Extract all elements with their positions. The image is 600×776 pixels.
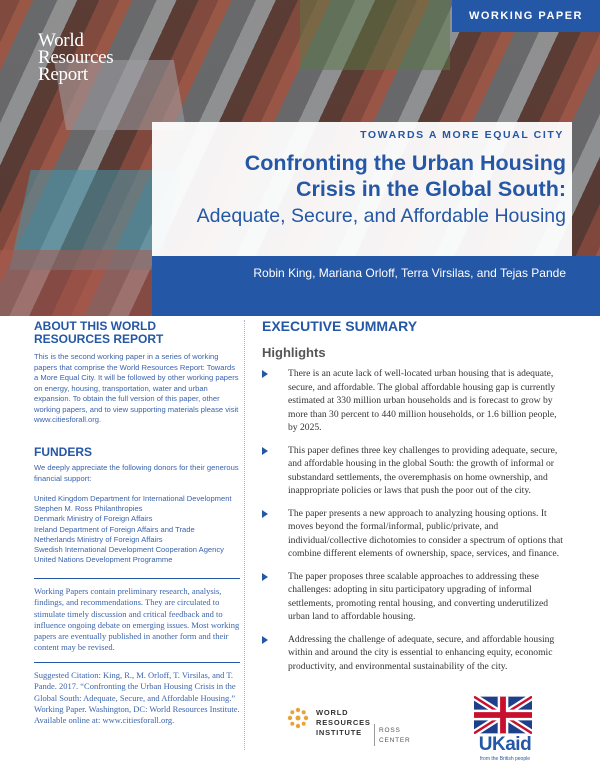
world-resources-report-logo: World Resources Report	[38, 30, 114, 85]
working-paper-note: Working Papers contain preliminary research, analysis, findings, and recommendations. They are circulated to stimulate timely discussion and critical feedback and to influence ongoing debate on emerging issues. Most working papers are eventually published in another form and their content may be revised.	[34, 586, 240, 653]
about-heading: ABOUT THIS WORLD RESOURCES REPORT	[34, 319, 164, 346]
working-paper-badge: WORKING PAPER	[452, 0, 600, 32]
highlight-item: The paper proposes three scalable approaches to addressing these challenges: adopting in situ participatory upgrading of informal settlements, promoting rental housing, and converting underutilized urban land to affordable housing.	[262, 570, 568, 624]
highlight-item: Addressing the challenge of adequate, secure, and affordable housing within and around the city is essential to enhancing equity, economic productivity, and environmental sustainability of the city.	[262, 633, 568, 674]
divider	[34, 662, 240, 663]
column-divider	[244, 320, 245, 750]
ukaid-wordmark: UKaid	[478, 734, 532, 755]
series-kicker: TOWARDS A MORE EQUAL CITY	[360, 129, 564, 141]
ross-center-wordmark: ROSS CENTER	[379, 727, 411, 744]
authors-band	[152, 256, 600, 316]
donor-item: Stephen M. Ross Philanthropies	[34, 504, 143, 514]
donor-item: Denmark Ministry of Foreign Affairs	[34, 514, 153, 524]
about-text: This is the second working paper in a series of working papers that comprise the World Resources Report: Towards a More Equal City. It will be followed by other working papers on energy, housing, transportation, water and urban expansion. To obtain the full version of this paper, other working papers, and to view supporting materials please visit www.citiesforall.org.	[34, 352, 239, 424]
donor-item: Netherlands Ministry of Foreign Affairs	[34, 534, 163, 544]
wri-wordmark: WORLD RESOURCES INSTITUTE	[316, 708, 371, 737]
highlight-item: There is an acute lack of well-located urban housing that is adequate, secure, and affordable. The global affordable housing gap is currently estimated at 330 million urban households and is forecast to grow by more than 30 percent to 440 million households, or 1.6 billion people, by 2025.	[262, 367, 568, 435]
donor-item: United Nations Development Programme	[34, 555, 173, 565]
bullet-triangle-icon	[262, 573, 268, 581]
divider	[34, 578, 240, 579]
donor-item: Ireland Department of Foreign Affairs and Trade	[34, 524, 195, 534]
bullet-triangle-icon	[262, 510, 268, 518]
funders-heading: FUNDERS	[34, 445, 93, 459]
wri-ross-center-logo	[286, 706, 436, 750]
paper-title: Confronting the Urban Housing Crisis in the Global South:	[244, 151, 566, 201]
highlight-item: This paper defines three key challenges to providing adequate, secure, and affordable housing in the global South: the growth of informal or substandard settlements, the overemphasis on home ownership, and inappropriate policies or laws that push the poor out of the city.	[262, 444, 568, 498]
ukaid-tagline: from the British people	[479, 756, 531, 762]
highlight-item: The paper presents a new approach to analyzing housing options. It moves beyond the formal/informal, public/private, and individual/collective dichotomies to consider a spectrum of options that combine different elements of ownership, space, services, and finance.	[262, 507, 568, 561]
bullet-triangle-icon	[262, 447, 268, 455]
donor-list	[34, 494, 240, 565]
ukaid-logo	[474, 696, 536, 766]
bullet-triangle-icon	[262, 370, 268, 378]
suggested-citation: Suggested Citation: King, R., M. Orloff, T. Virsilas, and T. Pande. 2017. “Confronting the Urban Housing Crisis in the Global South: Adequate, Secure, and Affordable Housing.” Working Paper. Washington, DC: World Resources Institute. Available online at: www.citiesforall.org.	[34, 670, 240, 726]
highlights-list	[262, 367, 568, 682]
donor-item: United Kingdom Department for International Development	[34, 494, 232, 503]
bullet-triangle-icon	[262, 636, 268, 644]
highlights-heading: Highlights	[262, 345, 326, 360]
authors: Robin King, Mariana Orloff, Terra Virsilas, and Tejas Pande	[253, 266, 566, 280]
donor-item: Swedish International Development Cooperation Agency	[34, 545, 224, 555]
paper-subtitle: Adequate, Secure, and Affordable Housing	[196, 205, 566, 227]
wri-mark-icon	[286, 706, 310, 730]
funders-text: We deeply appreciate the following donors for their generous financial support:	[34, 463, 239, 483]
executive-summary-heading: EXECUTIVE SUMMARY	[262, 318, 418, 334]
union-jack-flag-icon	[474, 696, 532, 734]
